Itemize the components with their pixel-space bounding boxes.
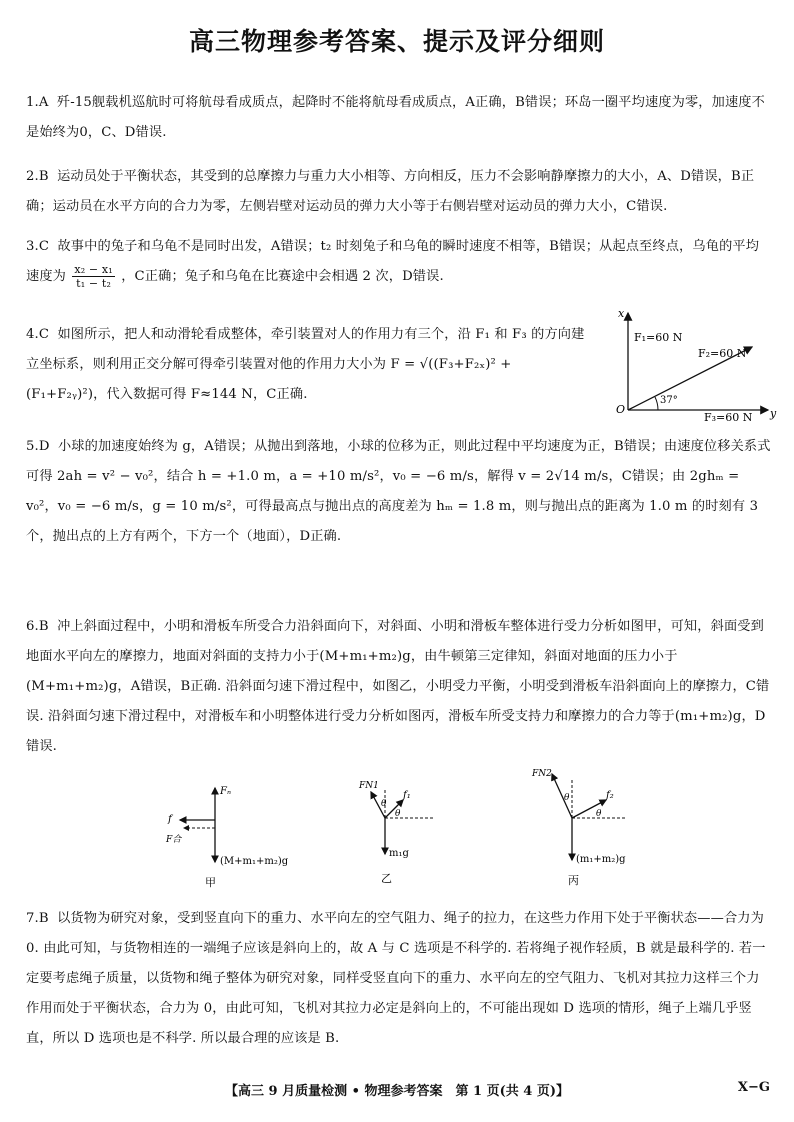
answer-text: 小球的加速度始终为 g，A错误；从抛出到落地，小球的位移为正，则此过程中平均速度为正，B错误；由速度位移关系式可得 2ah = v² − v₀²，结合 h = +1.0 m，a = +10 m/s²，v₀ = −6 m/s，解得 v = 2√14 m/s，C错误；由 2ghₘ = v₀²，v₀ = −6 m/s，g = 10 m/s²，可得最高点与抛出点的高度差为 hₘ = 1.8 m，则与抛出点的距离为 1.0 m 的时刻有 3 个，抛出点的上方有两个，下方一个（地面），D正确. xyxy=(26,439,771,544)
answer-text: 如图所示，把人和动滑轮看成整体，牵引装置对人的作用力有三个，沿 F₁ 和 F₃ 的方向建立坐标系，则利用正交分解可得牵引装置对他的作用力大小为 F = √((F₃+F₂ₓ)² + (F₁+F₂ᵧ)²)，代入数据可得 F≈144 N，C正确. xyxy=(26,327,585,402)
answer-number: 6.B xyxy=(26,619,49,634)
average-velocity-fraction xyxy=(72,263,115,290)
page-footer: 【高三 9 月质量检测 • 物理参考答案 第 1 页(共 4 页)】 xyxy=(225,1084,569,1099)
fn-label: Fₙ xyxy=(220,786,231,797)
gravity-label: (m₁+m₂)g xyxy=(576,854,626,865)
f-label: f xyxy=(168,814,172,825)
free-body-diagram-yi xyxy=(355,770,455,890)
answer-number: 3.C xyxy=(26,239,50,254)
answer-number: 7.B xyxy=(26,911,49,926)
fraction-denominator: t₁ − t₂ xyxy=(76,277,112,290)
answer-number: 5.D xyxy=(26,439,50,454)
answer-number: 1.A xyxy=(26,95,49,110)
gravity-label: (M+m₁+m₂)g xyxy=(220,856,289,867)
f1-label: f₁ xyxy=(403,790,411,801)
fraction-numerator: x₂ − x₁ xyxy=(74,263,113,276)
answer-6 xyxy=(26,612,772,762)
theta-label: θ xyxy=(564,793,570,803)
figure-caption-bing: 丙 xyxy=(568,874,579,887)
f1-label: F₁=60 N xyxy=(634,331,683,344)
free-body-diagram-bing xyxy=(530,760,650,890)
theta-label: θ xyxy=(381,799,387,809)
angle-label: 37° xyxy=(660,395,678,406)
f2-label: f₂ xyxy=(606,790,614,801)
free-body-diagram-jia xyxy=(160,780,300,890)
force-decomposition-figure xyxy=(610,305,780,425)
answer-text: 歼-15舰载机巡航时可将航母看成质点，起降时不能将航母看成质点，A正确，B错误；环岛一圈平均速度为零，加速度不是始终为0，C、D错误. xyxy=(26,95,765,140)
answer-5 xyxy=(26,432,772,552)
gravity-label: m₁g xyxy=(389,848,409,859)
fn2-label: FN2 xyxy=(532,769,552,779)
page-title: 高三物理参考答案、提示及评分细则 xyxy=(188,27,605,56)
answer-text: 冲上斜面过程中，小明和滑板车所受合力沿斜面向下，对斜面、小明和滑板车整体进行受力分析如图甲，可知，斜面受到地面水平向左的摩擦力，地面对斜面的支持力小于(M+m₁+m₂)g，由牛顿第三定律知，斜面对地面的压力小于(M+m₁+m₂)g，A错误，B正确. 沿斜面匀速下滑过程中，如图乙，小明受力平衡，小明受到滑板车沿斜面向上的摩擦力，C错误. 沿斜面匀速下滑过程中，对滑板车和小明整体进行受力分析如图丙，滑板车所受支持力和摩擦力的合力等于(m₁+m₂)g，D错误. xyxy=(26,619,770,754)
figure-caption-yi: 乙 xyxy=(381,872,392,885)
answer-2 xyxy=(26,162,772,222)
answer-3 xyxy=(26,232,772,292)
theta-label: θ xyxy=(596,809,602,819)
answer-text: 故事中的兔子和乌龟不是同时出发，A错误；t₂ 时刻兔子和乌龟的瞬时速度不相等，B错误；从起点至终点，乌龟的平均速度为 xyxy=(26,239,760,284)
f3-label: F₃=60 N xyxy=(704,411,753,424)
fn1-label: FN1 xyxy=(359,781,379,791)
origin-label: O xyxy=(616,403,626,416)
angle-arc xyxy=(655,397,658,410)
answer-text: 以货物为研究对象，受到竖直向下的重力、水平向左的空气阻力、绳子的拉力，在这些力作用下处于平衡状态——合力为 0. 由此可知，与货物相连的一端绳子应该是斜向上的，故 A 与 C 选项是不科学的. 若将绳子视作轻质，B 就是最科学的. 若一定要考虑绳子质量，以货物和绳子整体为研究对象，同样受竖直向下的重力、水平向左的空气阻力、飞机对其拉力这样三个力作用而处于平衡状态，合力为 0，由此可知，飞机对其拉力必定是斜向上的，不可能出现如 D 选项的情形，绳子上端几乎竖直，所以 D 选项也是不科学. 所以最合理的应该是 B. xyxy=(26,911,766,1046)
answer-number: 2.B xyxy=(26,169,49,184)
axis-y-label: y xyxy=(770,407,777,420)
answer-1 xyxy=(26,88,772,148)
footer-code: X−G xyxy=(737,1080,770,1095)
answer-text: 运动员处于平衡状态，其受到的总摩擦力与重力大小相等、方向相反，压力不会影响静摩擦力的大小，A、D错误，B正确；运动员在水平方向的合力为零，左侧岩壁对运动员的弹力大小等于右侧岩壁对运动员的弹力大小，C错误. xyxy=(26,169,755,214)
net-force-label: F合 xyxy=(166,835,182,845)
answer-number: 4.C xyxy=(26,327,50,342)
f2-label: F₂=60 N xyxy=(698,347,747,360)
answer-4 xyxy=(26,320,586,410)
answer-text: ，C正确；兔子和乌龟在比赛途中会相遇 2 次，D错误. xyxy=(121,269,444,284)
answer-7 xyxy=(26,904,772,1054)
theta-label: θ xyxy=(395,809,401,819)
axis-x-label: x xyxy=(618,307,625,320)
figure-caption-jia: 甲 xyxy=(205,876,216,889)
